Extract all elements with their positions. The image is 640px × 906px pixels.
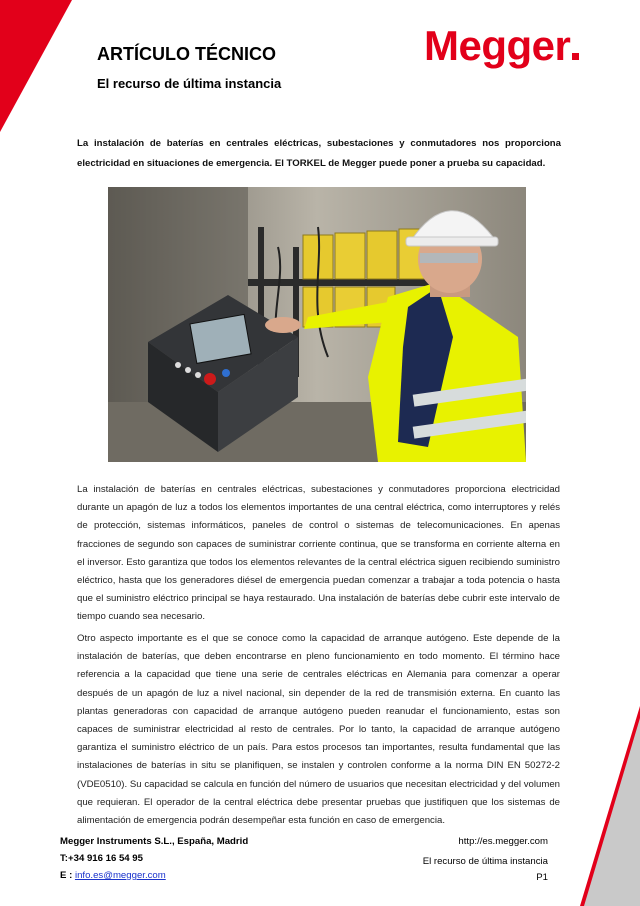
footer-company: Megger Instruments S.L., España, Madrid: [60, 836, 249, 847]
footer-phone: [60, 853, 143, 864]
footer-email: [60, 870, 166, 881]
article-photo: [108, 187, 526, 462]
footer-website: http://es.megger.com: [458, 836, 548, 847]
footer-doc-title: El recurso de última instancia: [422, 856, 548, 867]
megger-logo: [424, 24, 579, 68]
logo-wordmark: Megger: [424, 22, 571, 69]
footer-phone-number: +34 916 16 54 95: [68, 853, 143, 864]
article-subtitle: El recurso de última instancia: [97, 76, 282, 91]
footer-email-link[interactable]: info.es@megger.com: [74, 870, 166, 881]
article-title: ARTÍCULO TÉCNICO: [97, 44, 276, 64]
footer-phone-label: T:: [60, 853, 68, 864]
intro-paragraph: La instalación de baterías en centrales eléctricas, subestaciones y conmutadores nos proporciona electricidad en situaciones de emergencia. El TORKEL de Megger puede poner a prueba su capacidad.: [77, 138, 561, 169]
footer-page-number: P1: [536, 872, 548, 883]
body-paragraph-2: Otro aspecto importante es el que se conoce como la capacidad de arranque autógeno. Este depende de la instalación de baterías, que deben encontrarse en pleno funcionamiento en todo momento. El término hace referencia a la capacidad que tiene una serie de centrales eléctricas en Alemania para comenzar a operar después de un apagón de luz a nivel nacional, sin depender de la red de transmisión externa. En cuanto las plantas generadoras con capacidad de arranque autógeno pueden reanudar el funcionamiento, estas son capaces de suministrar electricidad al resto de centrales. Por lo tanto, la capacidad de arranque autógeno garantiza el suministro eléctrico de un país. Para estos procesos tan importantes, resulta fundamental que las instalaciones de baterías in situ se planifiquen, se instalen y controlen conforme a la norma DIN EN 50272-2 (VDE0510). Su capacidad se calcula en función del número de usuarios que necesitan electricidad y del volumen que requieran. El operador de la central eléctrica debe presentar pruebas que justifiquen que los sistemas de alimentación de emergencia podrán desempeñar esta función en caso de emergencia.: [77, 633, 560, 827]
corner-accent-top-left: [0, 0, 72, 132]
logo-dot-icon: [572, 53, 579, 60]
corner-accent-bottom-right-grey: [584, 718, 640, 906]
body-paragraph-1: La instalación de baterías en centrales eléctricas, subestaciones y conmutadores proporciona electricidad durante un apagón de luz a todos los elementos importantes de una central eléctrica, como interruptores y relés de protección, sistemas informáticos, paneles de control o sistemas de telecomunicaciones. En apenas fracciones de segundo son capaces de suministrar corriente continua, que se transforma en corriente alterna en el inversor. Esto garantiza que todos los elementos relevantes de la central eléctrica siguen recibiendo suministro eléctrico, hasta que los generadores diésel de emergencia puedan comenzar a trabajar a toda potencia o hasta que el suministro eléctrico principal se haya restaurado. Una instalación de baterías debe cubrir este intervalo de tiempo cuando sea necesario.: [77, 484, 560, 623]
footer-email-label: E :: [60, 870, 73, 881]
